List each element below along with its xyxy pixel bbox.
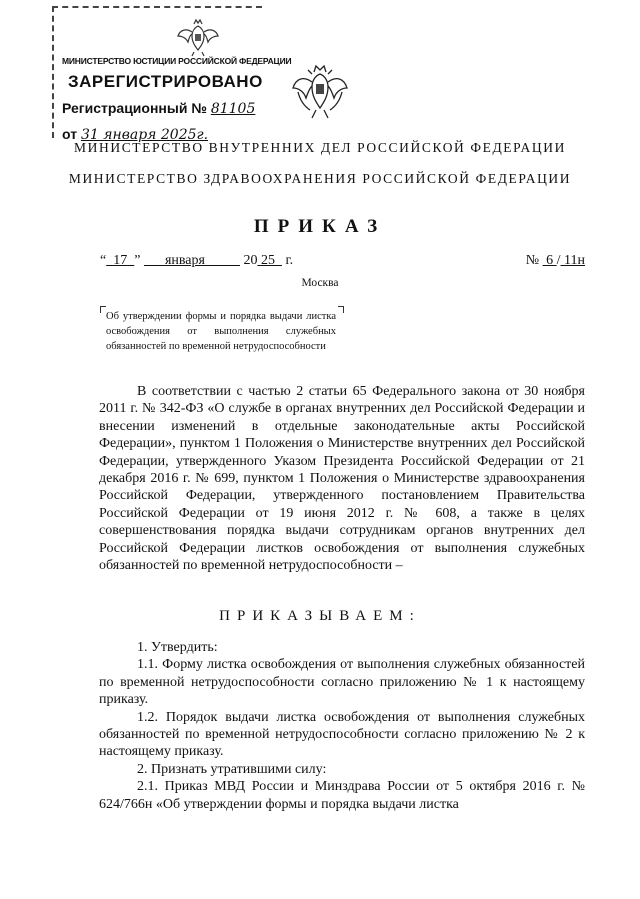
order-number-a: 6 (546, 253, 554, 268)
order-items (99, 639, 585, 813)
date-year-suffix: 25 (260, 253, 275, 268)
date-year-unit: г. (285, 253, 294, 268)
date-quote-close: ” (134, 253, 141, 268)
date-month: января (164, 253, 205, 268)
order-item: 1. Утвердить: (137, 640, 218, 655)
order-item: 1.1. Форму листка освобождения от выполнения служебных обязанностей по временной нетрудоспособности согласно приложению № 1 к настоящему приказу. (99, 657, 585, 708)
preamble-paragraph: В соответствии с частью 2 статьи 65 Федерального закона от 30 ноября 2011 г. № 342-ФЗ «О службе в органах внутренних дел Российской Федерации и внесении изменений в отдельные законодательные акты Российской Федерации», пунктом 1 Положения о Министерстве внутренних дел Российской Федерации, утвержденного Указом Президента Российской Федерации от 21 декабря 2016 г. № 699, пунктом 1 Положения о Министерстве здравоохранения Российской Федерации, утвержденного постановлением Правительства Российской Федерации от 19 июня 2012 г. № 608, а также в целях совершенствования порядка выдачи сотрудникам органов внутренних дел Российской Федерации листков освобождения от выполнения служебных обязанностей по временной нетрудоспособности – (99, 384, 585, 574)
order-directive: ПРИКАЗЫВАЕМ: (219, 608, 421, 624)
date-day: 17 (113, 253, 128, 268)
stamp-date-value: 31 января 2025г. (80, 127, 209, 143)
stamp-reg-number: 81105 (210, 101, 256, 117)
ministry-health: МИНИСТЕРСТВО ЗДРАВООХРАНЕНИЯ РОССИЙСКОЙ ФЕДЕРАЦИИ (68, 171, 572, 186)
order-number (526, 253, 585, 269)
stamp-reg-number-line (62, 100, 255, 117)
order-subject: Об утверждении формы и порядка выдачи листка освобождения от выполнения служебных обязанностей по временной нетрудоспособности (106, 311, 336, 352)
order-number-sep: / (556, 253, 561, 268)
order-number-label: № (525, 253, 540, 268)
stamp-registered: ЗАРЕГИСТРИРОВАНО (68, 72, 263, 91)
order-item: 1.2. Порядок выдачи листка освобождения от выполнения служебных обязанностей по временной нетрудоспособности согласно приложению № 2 к настоящему приказу. (99, 709, 585, 760)
coat-of-arms-icon (290, 62, 350, 124)
order-item: 2.1. Приказ МВД России и Минздрава России от 5 октября 2016 г. № 624/766н «Об утверждении формы и порядка выдачи листка (99, 779, 585, 812)
stamp-date-prefix: от (62, 126, 78, 142)
city: Москва (301, 277, 339, 289)
document-title: ПРИКАЗ (253, 216, 387, 237)
subject-corner-right (338, 306, 344, 313)
ministry-internal-affairs: МИНИСТЕРСТВО ВНУТРЕННИХ ДЕЛ РОССИЙСКОЙ ФЕДЕРАЦИИ (74, 140, 566, 155)
stamp-reg-label: Регистрационный № (62, 100, 207, 116)
date-quote-open: “ (100, 253, 107, 268)
registration-stamp (52, 6, 292, 143)
stamp-eagle-emblem-icon (174, 18, 222, 58)
order-number-b: 11н (564, 253, 585, 268)
stamp-ministry: МИНИСТЕРСТВО ЮСТИЦИИ РОССИЙСКОЙ ФЕДЕРАЦИИ (62, 56, 292, 66)
order-date (100, 253, 293, 269)
date-year-prefix: 20 (243, 253, 258, 268)
order-item: 2. Признать утратившими силу: (137, 761, 327, 777)
